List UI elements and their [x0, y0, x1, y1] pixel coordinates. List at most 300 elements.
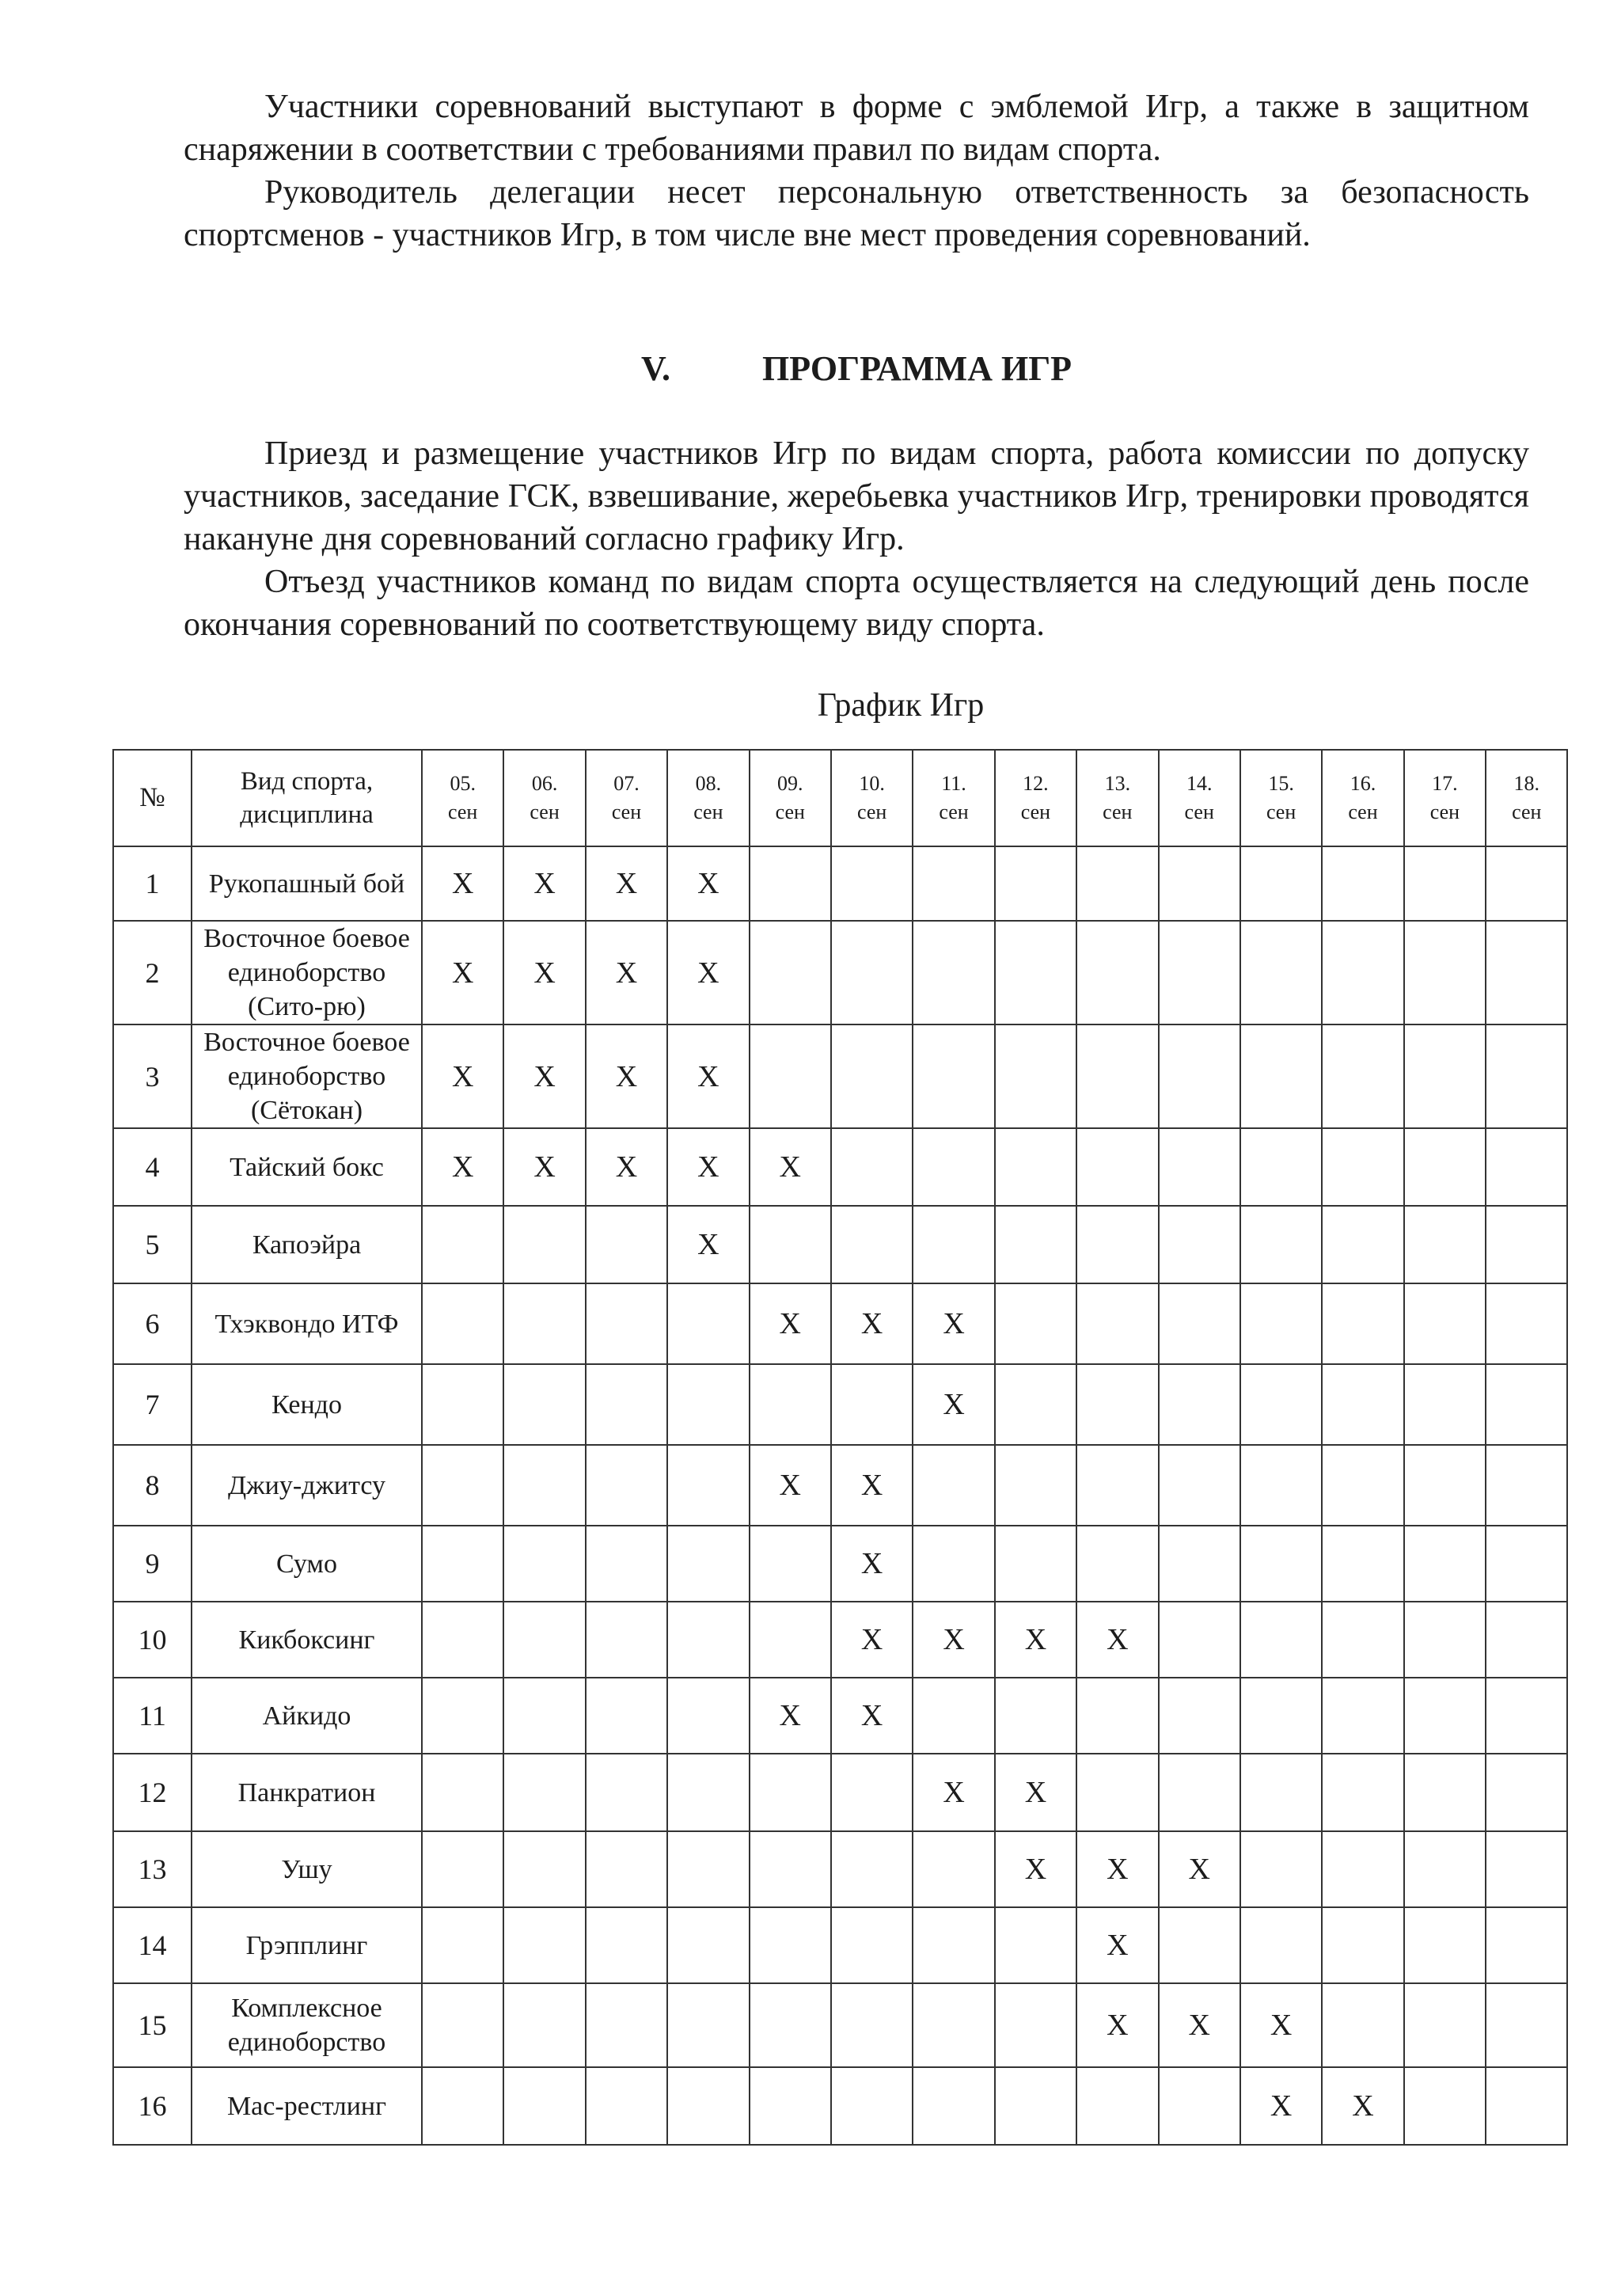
schedule-cell: [1486, 2067, 1567, 2145]
schedule-cell: [1076, 2067, 1158, 2145]
schedule-cell: [995, 1907, 1076, 1983]
schedule-cell: [1322, 1364, 1403, 1445]
row-number: 11: [113, 1678, 192, 1754]
schedule-cell: [995, 846, 1076, 921]
schedule-cell: X: [503, 921, 585, 1024]
header-date: [503, 750, 585, 846]
header-date-month: сен: [856, 800, 887, 823]
schedule-cell: [913, 1678, 994, 1754]
schedule-cell: [586, 1678, 667, 1754]
schedule-title: График Игр: [817, 687, 985, 724]
schedule-cell: [586, 1831, 667, 1907]
sport-name: Джиу-джитсу: [192, 1445, 422, 1526]
header-date-day: 13.: [1104, 772, 1131, 795]
schedule-cell: [831, 1206, 913, 1283]
schedule-cell: X: [913, 1602, 994, 1678]
schedule-cell: X: [586, 1024, 667, 1128]
schedule-cell: [913, 1024, 994, 1128]
schedule-cell: [1404, 1445, 1486, 1526]
schedule-cell: X: [831, 1678, 913, 1754]
schedule-cell: [503, 1526, 585, 1602]
schedule-cell: [913, 1526, 994, 1602]
schedule-cell: [503, 1364, 585, 1445]
schedule-cell: [1076, 1526, 1158, 1602]
schedule-cell: [1404, 2067, 1486, 2145]
schedule-cell: [995, 1128, 1076, 1206]
schedule-cell: X: [1322, 2067, 1403, 2145]
schedule-cell: [422, 1678, 503, 1754]
schedule-cell: [667, 1831, 749, 1907]
header-date: [831, 750, 913, 846]
header-date-day: 16.: [1350, 772, 1376, 795]
header-date-month: сен: [939, 800, 969, 823]
schedule-cell: [913, 846, 994, 921]
schedule-cell: [1159, 1526, 1240, 1602]
schedule-cell: X: [422, 1024, 503, 1128]
paragraph-arrival: Приезд и размещение участников Игр по видам спорта, работа комиссии по допуску участников, заседание ГСК, взвешивание, жеребьевка участников Игр, тренировки проводятся накануне дня соревнований согласно графику Игр.: [184, 435, 1529, 557]
schedule-cell: [1159, 2067, 1240, 2145]
table-row: [113, 1754, 1567, 1831]
schedule-cell: [422, 1283, 503, 1364]
schedule-cell: [1240, 1364, 1322, 1445]
schedule-cell: [1322, 1678, 1403, 1754]
schedule-cell: [1159, 1754, 1240, 1831]
sport-name: Мас-рестлинг: [192, 2067, 422, 2145]
schedule-cell: X: [1240, 1983, 1322, 2067]
schedule-cell: [750, 1983, 831, 2067]
schedule-cell: X: [831, 1526, 913, 1602]
schedule-cell: X: [1159, 1983, 1240, 2067]
header-date-month: сен: [693, 800, 723, 823]
schedule-cell: X: [1076, 1983, 1158, 2067]
schedule-cell: X: [667, 1024, 749, 1128]
sport-name: Грэпплинг: [192, 1907, 422, 1983]
schedule-cell: [1240, 1024, 1322, 1128]
schedule-cell: [1486, 1678, 1567, 1754]
sport-name: Тхэквондо ИТФ: [192, 1283, 422, 1364]
table-row: [113, 1445, 1567, 1526]
row-number: 15: [113, 1983, 192, 2067]
table-row: [113, 1526, 1567, 1602]
schedule-cell: [1322, 921, 1403, 1024]
schedule-cell: X: [750, 1283, 831, 1364]
schedule-cell: [1240, 1602, 1322, 1678]
schedule-cell: X: [995, 1602, 1076, 1678]
header-date: [1159, 750, 1240, 846]
schedule-cell: [750, 1206, 831, 1283]
header-date: [995, 750, 1076, 846]
paragraph-uniform: Участники соревнований выступают в форме с эмблемой Игр, а также в защитном снаряжении в соответствии с требованиями правил по видам спорта.: [184, 89, 1529, 168]
schedule-cell: [503, 2067, 585, 2145]
schedule-cell: [1076, 1128, 1158, 1206]
schedule-cell: [1076, 1754, 1158, 1831]
schedule-cell: [1159, 1907, 1240, 1983]
schedule-cell: [1404, 1206, 1486, 1283]
schedule-cell: X: [1076, 1907, 1158, 1983]
schedule-cell: [1486, 1983, 1567, 2067]
schedule-cell: [831, 1754, 913, 1831]
schedule-cell: [1486, 1907, 1567, 1983]
schedule-cell: [995, 1024, 1076, 1128]
schedule-cell: [831, 1983, 913, 2067]
schedule-cell: X: [422, 846, 503, 921]
schedule-cell: [422, 1602, 503, 1678]
schedule-cell: X: [750, 1128, 831, 1206]
table-row: [113, 1024, 1567, 1128]
table-row: [113, 1128, 1567, 1206]
schedule-cell: [831, 1128, 913, 1206]
schedule-cell: [1076, 1024, 1158, 1128]
schedule-cell: [1076, 1678, 1158, 1754]
schedule-cell: [1240, 1445, 1322, 1526]
schedule-cell: X: [913, 1364, 994, 1445]
row-number: 9: [113, 1526, 192, 1602]
section-number: V.: [640, 349, 671, 388]
row-number: 14: [113, 1907, 192, 1983]
schedule-cell: [1486, 1283, 1567, 1364]
schedule-cell: [586, 1364, 667, 1445]
header-date-month: сен: [1429, 800, 1460, 823]
paragraph-departure: Отъезд участников команд по видам спорта осуществляется на следующий день после окончания соревнований по соответствующему виду спорта.: [184, 564, 1529, 643]
header-date-day: 11.: [941, 772, 966, 795]
schedule-cell: [1240, 1754, 1322, 1831]
schedule-cell: [1404, 1024, 1486, 1128]
schedule-cell: [667, 1526, 749, 1602]
schedule-cell: [586, 1907, 667, 1983]
header-date-day: 05.: [450, 772, 476, 795]
row-number: 1: [113, 846, 192, 921]
schedule-cell: X: [586, 1128, 667, 1206]
table-row: [113, 1364, 1567, 1445]
schedule-cell: [1076, 846, 1158, 921]
section-heading: [184, 347, 1529, 391]
schedule-cell: [1486, 1831, 1567, 1907]
table-row: [113, 1983, 1567, 2067]
row-number: 2: [113, 921, 192, 1024]
schedule-cell: [913, 1128, 994, 1206]
schedule-cell: X: [1159, 1831, 1240, 1907]
row-number: 3: [113, 1024, 192, 1128]
schedule-cell: [1404, 1907, 1486, 1983]
schedule-cell: [995, 921, 1076, 1024]
row-number: 12: [113, 1754, 192, 1831]
header-date-month: сен: [611, 800, 642, 823]
schedule-cell: [1404, 846, 1486, 921]
sport-name: Ушу: [192, 1831, 422, 1907]
sport-name: Тайский бокс: [192, 1128, 422, 1206]
header-date: [1076, 750, 1158, 846]
schedule-cell: [1486, 1206, 1567, 1283]
schedule-cell: [667, 1364, 749, 1445]
schedule-cell: [1159, 1206, 1240, 1283]
schedule-cell: [503, 1754, 585, 1831]
row-number: 16: [113, 2067, 192, 2145]
schedule-header-row: [113, 750, 1567, 846]
header-date-month: сен: [1020, 800, 1051, 823]
schedule-cell: [750, 1024, 831, 1128]
schedule-cell: [503, 1283, 585, 1364]
table-row: [113, 1678, 1567, 1754]
header-num: №: [113, 750, 192, 846]
schedule-cell: [995, 1445, 1076, 1526]
schedule-cell: [913, 1831, 994, 1907]
schedule-cell: [831, 1024, 913, 1128]
schedule-table: [112, 749, 1568, 2146]
schedule-cell: [1240, 1128, 1322, 1206]
sport-name: Кендо: [192, 1364, 422, 1445]
schedule-cell: X: [503, 1128, 585, 1206]
header-date: [1240, 750, 1322, 846]
schedule-cell: [1486, 846, 1567, 921]
header-date-month: сен: [1266, 800, 1296, 823]
schedule-cell: [586, 1445, 667, 1526]
schedule-cell: [422, 1445, 503, 1526]
schedule-cell: [1159, 921, 1240, 1024]
header-date-month: сен: [1512, 800, 1542, 823]
schedule-cell: [422, 2067, 503, 2145]
schedule-cell: [1404, 1678, 1486, 1754]
schedule-cell: [422, 1907, 503, 1983]
sport-name: Комплексное единоборство: [192, 1983, 422, 2067]
schedule-cell: [422, 1831, 503, 1907]
schedule-cell: [1322, 1602, 1403, 1678]
schedule-cell: [1404, 1602, 1486, 1678]
header-date-day: 09.: [777, 772, 803, 795]
header-date: [913, 750, 994, 846]
schedule-cell: [1240, 1831, 1322, 1907]
schedule-cell: [667, 1754, 749, 1831]
schedule-cell: [831, 1907, 913, 1983]
schedule-cell: [667, 1283, 749, 1364]
schedule-cell: [1486, 921, 1567, 1024]
schedule-cell: [1486, 1445, 1567, 1526]
schedule-cell: [1076, 1206, 1158, 1283]
header-date-day: 12.: [1023, 772, 1049, 795]
schedule-cell: [1322, 1526, 1403, 1602]
schedule-cell: [1240, 1206, 1322, 1283]
schedule-cell: [1322, 1907, 1403, 1983]
schedule-cell: [1486, 1602, 1567, 1678]
schedule-cell: [586, 1206, 667, 1283]
table-row: [113, 1206, 1567, 1283]
header-date: [750, 750, 831, 846]
row-number: 4: [113, 1128, 192, 1206]
header-date-month: сен: [1184, 800, 1214, 823]
header-date: [1404, 750, 1486, 846]
schedule-cell: [1159, 1445, 1240, 1526]
schedule-cell: X: [1076, 1602, 1158, 1678]
header-date-month: сен: [448, 800, 478, 823]
schedule-cell: [831, 1831, 913, 1907]
table-row: [113, 2067, 1567, 2145]
schedule-cell: [1159, 1364, 1240, 1445]
schedule-cell: X: [913, 1283, 994, 1364]
schedule-cell: [1159, 1283, 1240, 1364]
schedule-cell: [1322, 1445, 1403, 1526]
schedule-cell: [422, 1364, 503, 1445]
header-date-day: 10.: [859, 772, 885, 795]
schedule-cell: [913, 1206, 994, 1283]
schedule-cell: [503, 1831, 585, 1907]
schedule-cell: X: [1240, 2067, 1322, 2145]
schedule-cell: [913, 1907, 994, 1983]
header-date: [1322, 750, 1403, 846]
schedule-cell: [1486, 1526, 1567, 1602]
schedule-cell: [1159, 846, 1240, 921]
schedule-cell: [422, 1983, 503, 2067]
schedule-cell: X: [667, 1128, 749, 1206]
schedule-cell: [503, 1983, 585, 2067]
schedule-cell: [1404, 1364, 1486, 1445]
schedule-cell: [667, 1983, 749, 2067]
schedule-cell: X: [667, 1206, 749, 1283]
schedule-cell: [1159, 1024, 1240, 1128]
section-title: ПРОГРАММА ИГР: [762, 349, 1072, 388]
paragraph-responsibility: Руководитель делегации несет персональную ответственность за безопасность спортсменов - участников Игр, в том числе вне мест проведения соревнований.: [184, 174, 1529, 253]
row-number: 13: [113, 1831, 192, 1907]
schedule-cell: X: [831, 1602, 913, 1678]
schedule-cell: [1404, 921, 1486, 1024]
schedule-cell: [750, 1526, 831, 1602]
sport-name: Восточное боевое единоборство (Сито-рю): [192, 921, 422, 1024]
schedule-cell: [503, 1907, 585, 1983]
schedule-cell: [1322, 1024, 1403, 1128]
header-date-month: сен: [530, 800, 560, 823]
sport-name: Рукопашный бой: [192, 846, 422, 921]
schedule-cell: [831, 846, 913, 921]
header-date: [422, 750, 503, 846]
header-date-day: 15.: [1268, 772, 1294, 795]
schedule-cell: [1159, 1128, 1240, 1206]
schedule-cell: [913, 1983, 994, 2067]
schedule-cell: [1159, 1602, 1240, 1678]
schedule-cell: [831, 921, 913, 1024]
sport-name: Восточное боевое единоборство (Сётокан): [192, 1024, 422, 1128]
schedule-cell: [1240, 921, 1322, 1024]
table-row: [113, 921, 1567, 1024]
schedule-cell: [667, 1445, 749, 1526]
schedule-cell: [1404, 1983, 1486, 2067]
schedule-cell: [831, 2067, 913, 2145]
header-date: [667, 750, 749, 846]
schedule-cell: [995, 1678, 1076, 1754]
schedule-cell: [1076, 1364, 1158, 1445]
schedule-cell: [1486, 1364, 1567, 1445]
schedule-cell: [1240, 1678, 1322, 1754]
schedule-cell: [913, 1445, 994, 1526]
schedule-cell: [831, 1364, 913, 1445]
header-date-day: 17.: [1432, 772, 1458, 795]
schedule-cell: [422, 1206, 503, 1283]
header-date-day: 07.: [613, 772, 640, 795]
schedule-cell: [995, 1983, 1076, 2067]
schedule-cell: [750, 1364, 831, 1445]
schedule-cell: [503, 1206, 585, 1283]
header-date-day: 06.: [531, 772, 558, 795]
schedule-cell: [667, 1678, 749, 1754]
schedule-cell: X: [422, 921, 503, 1024]
sport-name: Сумо: [192, 1526, 422, 1602]
program-text-block: [184, 432, 1529, 646]
schedule-cell: [750, 1602, 831, 1678]
table-row: [113, 846, 1567, 921]
schedule-cell: [1404, 1526, 1486, 1602]
schedule-cell: X: [1076, 1831, 1158, 1907]
schedule-cell: X: [750, 1678, 831, 1754]
header-sport: Вид спорта, дисциплина: [192, 750, 422, 846]
schedule-cell: [1322, 1206, 1403, 1283]
schedule-cell: [1486, 1128, 1567, 1206]
schedule-cell: [586, 1283, 667, 1364]
schedule-cell: [913, 2067, 994, 2145]
schedule-cell: [503, 1602, 585, 1678]
schedule-cell: X: [422, 1128, 503, 1206]
row-number: 10: [113, 1602, 192, 1678]
schedule-cell: [586, 1983, 667, 2067]
schedule-cell: [1486, 1754, 1567, 1831]
schedule-cell: X: [995, 1754, 1076, 1831]
schedule-cell: [1322, 1128, 1403, 1206]
schedule-cell: [1322, 1283, 1403, 1364]
schedule-cell: [1322, 1831, 1403, 1907]
schedule-cell: [667, 2067, 749, 2145]
schedule-cell: X: [831, 1445, 913, 1526]
schedule-cell: [1240, 1907, 1322, 1983]
schedule-cell: [503, 1445, 585, 1526]
schedule-cell: [995, 2067, 1076, 2145]
schedule-cell: [503, 1678, 585, 1754]
header-date-day: 14.: [1186, 772, 1213, 795]
sport-name: Айкидо: [192, 1678, 422, 1754]
table-row: [113, 1602, 1567, 1678]
schedule-cell: [1486, 1024, 1567, 1128]
schedule-cell: [750, 921, 831, 1024]
header-date: [1486, 750, 1567, 846]
schedule-cell: [995, 1206, 1076, 1283]
schedule-cell: [586, 1526, 667, 1602]
sport-name: Панкратион: [192, 1754, 422, 1831]
schedule-cell: [586, 1754, 667, 1831]
sport-name: Капоэйра: [192, 1206, 422, 1283]
header-date-month: сен: [1348, 800, 1378, 823]
schedule-cell: [1404, 1831, 1486, 1907]
schedule-cell: [750, 1907, 831, 1983]
row-number: 8: [113, 1445, 192, 1526]
schedule-cell: [422, 1526, 503, 1602]
schedule-cell: [667, 1602, 749, 1678]
schedule-cell: [586, 2067, 667, 2145]
schedule-cell: [995, 1526, 1076, 1602]
schedule-cell: [586, 1602, 667, 1678]
schedule-cell: [1076, 1283, 1158, 1364]
schedule-cell: [1404, 1283, 1486, 1364]
schedule-cell: [1076, 1445, 1158, 1526]
schedule-cell: X: [667, 846, 749, 921]
top-text-block: [184, 86, 1529, 257]
schedule-cell: [1076, 921, 1158, 1024]
table-row: [113, 1831, 1567, 1907]
header-date-month: сен: [775, 800, 805, 823]
schedule-cell: [750, 1754, 831, 1831]
schedule-cell: X: [913, 1754, 994, 1831]
row-number: 6: [113, 1283, 192, 1364]
row-number: 5: [113, 1206, 192, 1283]
sport-name: Кикбоксинг: [192, 1602, 422, 1678]
schedule-cell: [1322, 1983, 1403, 2067]
schedule-cell: [750, 846, 831, 921]
header-date-day: 08.: [695, 772, 722, 795]
schedule-cell: X: [586, 846, 667, 921]
